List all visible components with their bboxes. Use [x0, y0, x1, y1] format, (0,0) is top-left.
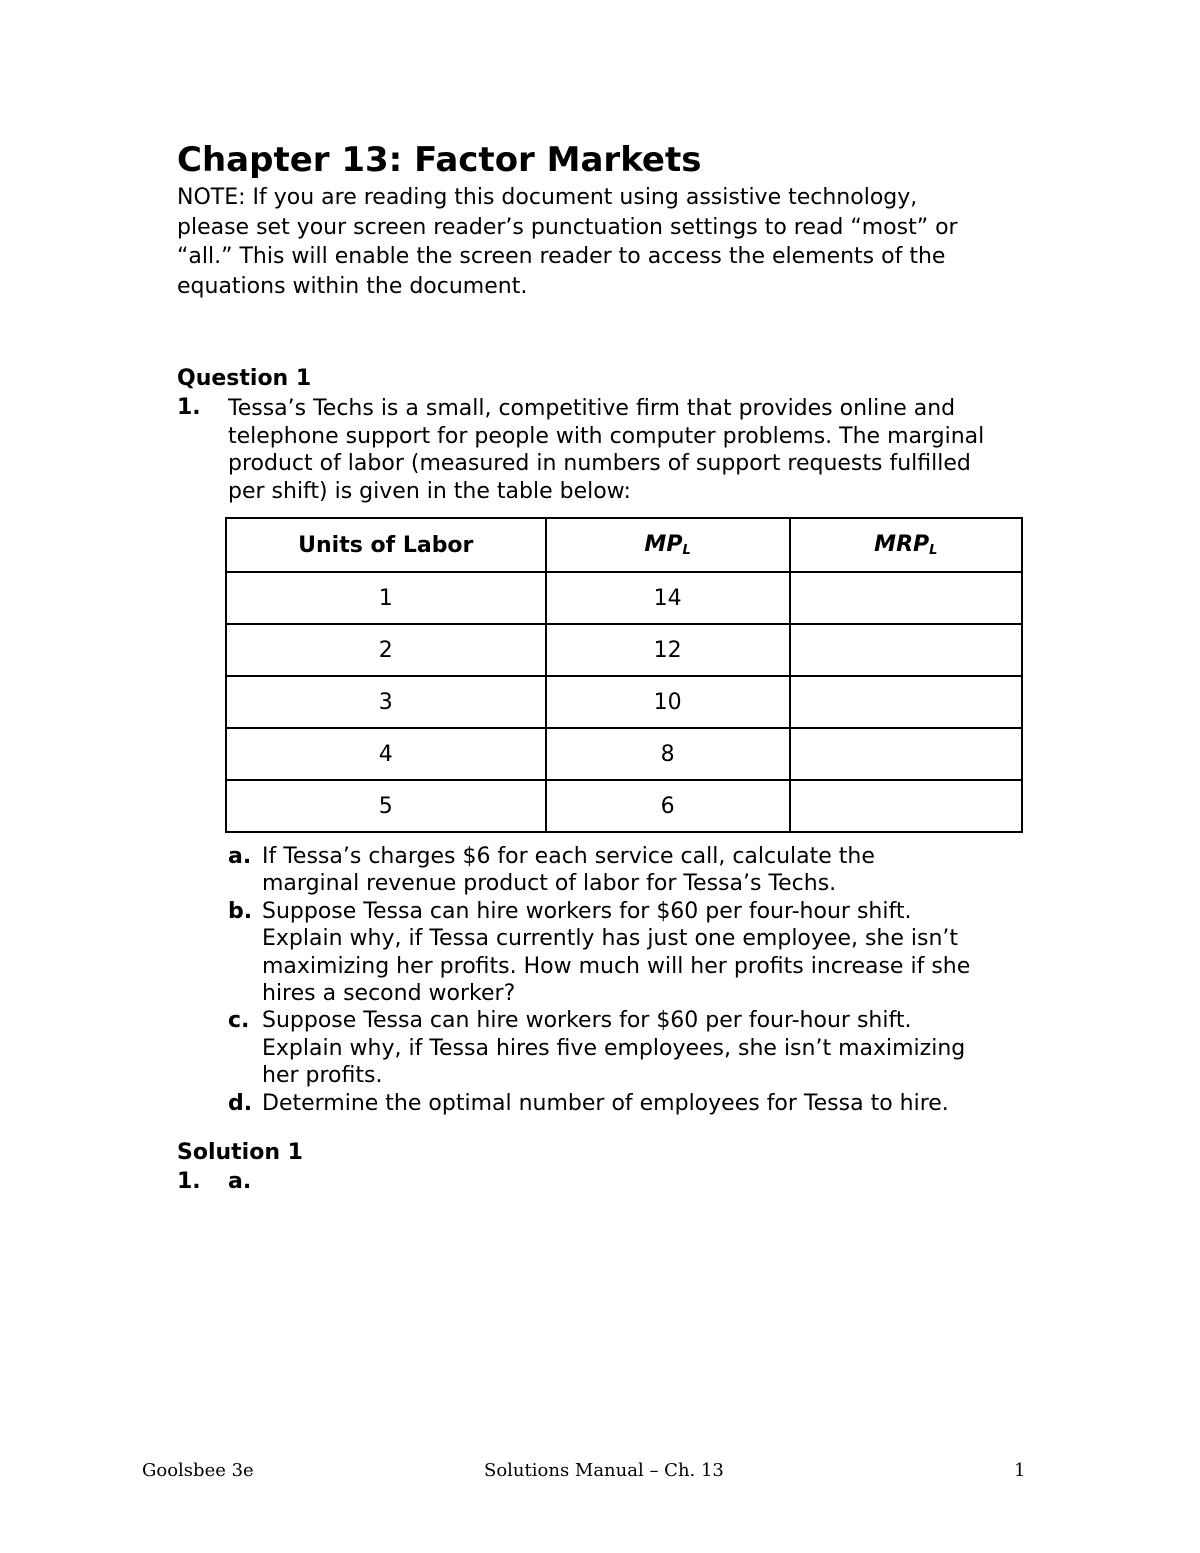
accessibility-note	[177, 183, 1037, 301]
cell-mpl: 10	[546, 676, 790, 728]
part-label: a.	[228, 844, 252, 869]
note-line: equations within the document.	[177, 273, 528, 299]
part-label: c.	[228, 1008, 250, 1034]
question-heading: Question 1	[177, 366, 312, 391]
part-line: Suppose Tessa can hire workers for $60 per four-hour shift.	[262, 1008, 912, 1034]
table-row	[226, 780, 1022, 832]
question-line: product of labor (measured in numbers of support requests fulfilled	[228, 451, 971, 476]
cell-mrpl	[790, 624, 1022, 676]
table-row	[226, 728, 1022, 780]
table-row	[226, 624, 1022, 676]
cell-mpl: 6	[546, 780, 790, 832]
note-line: please set your screen reader’s punctuation settings to read “most” or	[177, 214, 958, 240]
cell-mpl: 14	[546, 572, 790, 624]
header-mrpl	[790, 518, 1022, 572]
part-line: Determine the optimal number of employees for Tessa to hire.	[262, 1090, 949, 1116]
chapter-title: Chapter 13: Factor Markets	[177, 140, 702, 180]
part-line: her profits.	[262, 1063, 383, 1089]
part-d	[228, 1090, 1038, 1117]
note-line: “all.” This will enable the screen reader to access the elements of the	[177, 244, 946, 269]
solution-part-label: a.	[228, 1169, 252, 1194]
cell-mrpl	[790, 780, 1022, 832]
table-row	[226, 676, 1022, 728]
header-mrpl-main: MRP	[874, 532, 930, 557]
cell-units: 5	[226, 780, 546, 832]
header-mpl-sub: L	[682, 543, 691, 558]
cell-mpl: 12	[546, 624, 790, 676]
cell-mrpl	[790, 676, 1022, 728]
part-b	[228, 898, 1038, 1008]
part-line: Explain why, if Tessa hires five employees, she isn’t maximizing	[262, 1035, 966, 1061]
cell-units: 3	[226, 676, 546, 728]
solution-heading: Solution 1	[177, 1140, 303, 1165]
header-mrpl-sub: L	[929, 543, 938, 558]
header-units-of-labor: Units of Labor	[226, 518, 546, 572]
footer-manual-title: Solutions Manual – Ch. 13	[484, 1460, 724, 1481]
table-header-row	[226, 518, 1022, 572]
part-label: b.	[228, 898, 253, 924]
question-number: 1.	[177, 395, 201, 420]
cell-mrpl	[790, 728, 1022, 780]
part-c	[228, 1007, 1038, 1089]
footer-page-number: 1	[1014, 1460, 1026, 1481]
part-line: marginal revenue product of labor for Tessa’s Techs.	[262, 871, 837, 897]
cell-mrpl	[790, 572, 1022, 624]
part-line: Suppose Tessa can hire workers for $60 per four-hour shift.	[262, 898, 912, 924]
part-a	[228, 843, 1038, 898]
cell-mpl: 8	[546, 728, 790, 780]
header-mpl	[546, 518, 790, 572]
footer-book-title: Goolsbee 3e	[142, 1460, 254, 1481]
part-line: maximizing her profits. How much will her profits increase if she	[262, 953, 971, 979]
cell-units: 2	[226, 624, 546, 676]
question-parts	[228, 843, 1038, 1117]
cell-units: 4	[226, 728, 546, 780]
cell-units: 1	[226, 572, 546, 624]
header-mpl-main: MP	[644, 532, 683, 557]
part-label: d.	[228, 1090, 253, 1116]
question-text	[228, 395, 1038, 505]
question-line: telephone support for people with computer problems. The marginal	[228, 423, 985, 449]
marginal-product-table	[225, 517, 1023, 833]
note-line: NOTE: If you are reading this document using assistive technology,	[177, 185, 918, 210]
part-line: If Tessa’s charges $6 for each service call, calculate the	[262, 844, 875, 869]
question-line: per shift) is given in the table below:	[228, 478, 631, 504]
question-line: Tessa’s Techs is a small, competitive firm that provides online and	[228, 396, 956, 421]
part-line: Explain why, if Tessa currently has just one employee, she isn’t	[262, 926, 959, 952]
table-row	[226, 572, 1022, 624]
solution-number: 1.	[177, 1169, 201, 1194]
part-line: hires a second worker?	[262, 981, 516, 1007]
